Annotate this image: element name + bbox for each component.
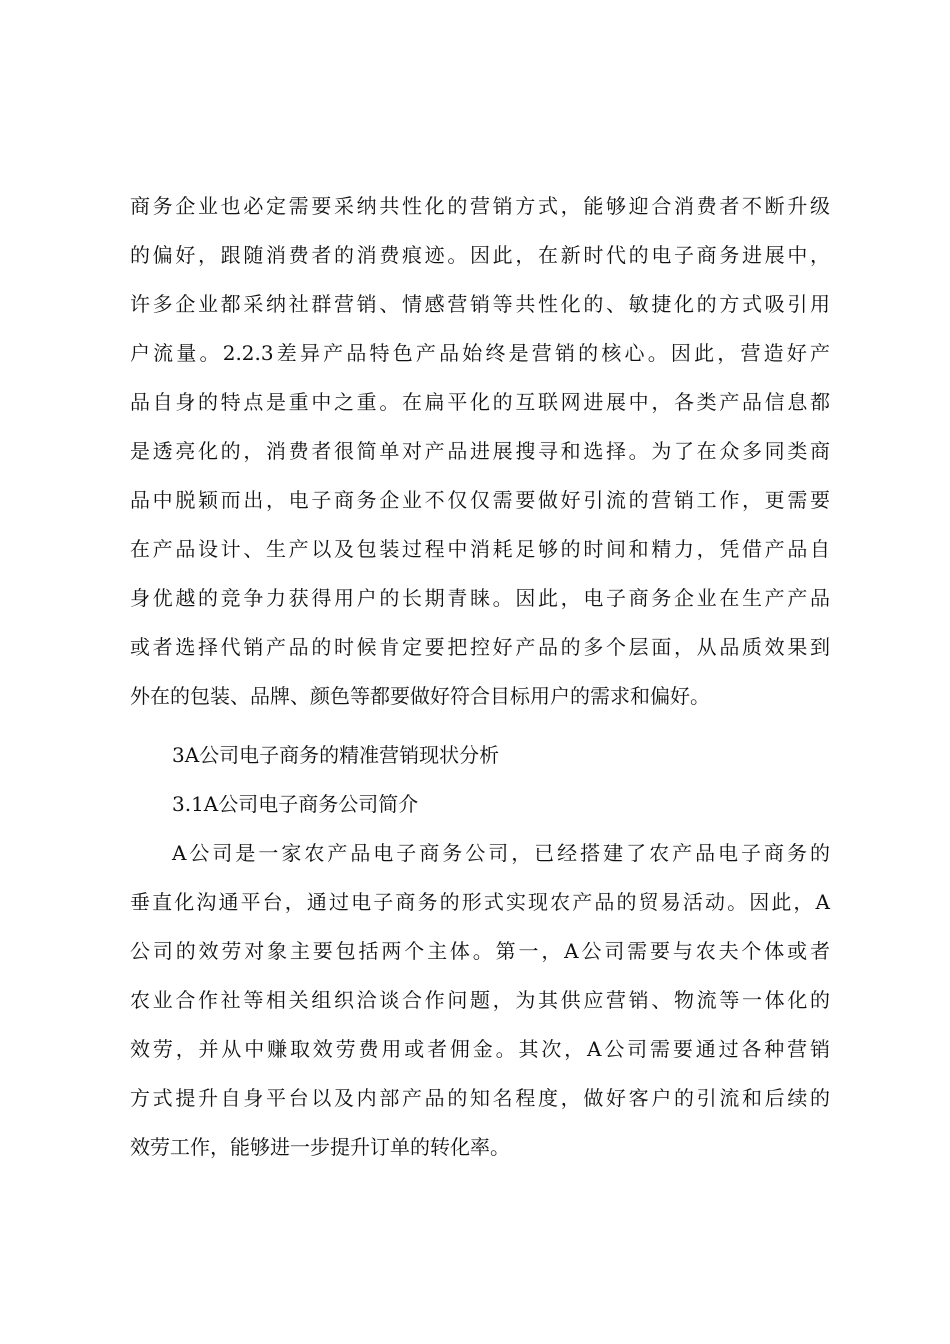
paragraph-line: 许多企业都采纳社群营销、情感营销等共性化的、敏捷化的方式吸引用 (130, 292, 830, 316)
paragraph-line: 公司的效劳对象主要包括两个主体。第一，A公司需要与农夫个体或者 (130, 939, 830, 963)
paragraph-line: 的偏好，跟随消费者的消费痕迹。因此，在新时代的电子商务进展中， (130, 243, 830, 267)
subsection-heading: 3.1A公司电子商务公司简介 (172, 792, 419, 816)
paragraph-line: 或者选择代销产品的时候肯定要把控好产品的多个层面，从品质效果到 (130, 635, 830, 659)
paragraph-line: 方式提升自身平台以及内部产品的知名程度，做好客户的引流和后续的 (130, 1086, 830, 1110)
paragraph-line: 品自身的特点是重中之重。在扁平化的互联网进展中，各类产品信息都 (130, 390, 830, 414)
paragraph-line: 是透亮化的，消费者很简单对产品进展搜寻和选择。为了在众多同类商 (130, 439, 830, 463)
paragraph-line: 外在的包装、品牌、颜色等都要做好符合目标用户的需求和偏好。 (130, 684, 710, 708)
paragraph-line: 户流量。2.2.3差异产品特色产品始终是营销的核心。因此，营造好产 (130, 341, 830, 365)
paragraph-line: A公司是一家农产品电子商务公司，已经搭建了农产品电子商务的 (172, 841, 830, 865)
paragraph-line: 身优越的竞争力获得用户的长期青睐。因此，电子商务企业在生产产品 (130, 586, 830, 610)
paragraph-line: 效劳，并从中赚取效劳费用或者佣金。其次，A公司需要通过各种营销 (130, 1037, 830, 1061)
paragraph-line: 商务企业也必定需要采纳共性化的营销方式，能够迎合消费者不断升级 (130, 194, 830, 218)
section-heading: 3A公司电子商务的精准营销现状分析 (172, 743, 500, 767)
paragraph-line: 在产品设计、生产以及包装过程中消耗足够的时间和精力，凭借产品自 (130, 537, 830, 561)
paragraph-line: 农业合作社等相关组织洽谈合作问题，为其供应营销、物流等一体化的 (130, 988, 830, 1012)
paragraph-line: 效劳工作，能够进一步提升订单的转化率。 (130, 1135, 510, 1159)
paragraph-line: 品中脱颖而出，电子商务企业不仅仅需要做好引流的营销工作，更需要 (130, 488, 830, 512)
paragraph-line: 垂直化沟通平台，通过电子商务的形式实现农产品的贸易活动。因此，A (130, 890, 830, 914)
